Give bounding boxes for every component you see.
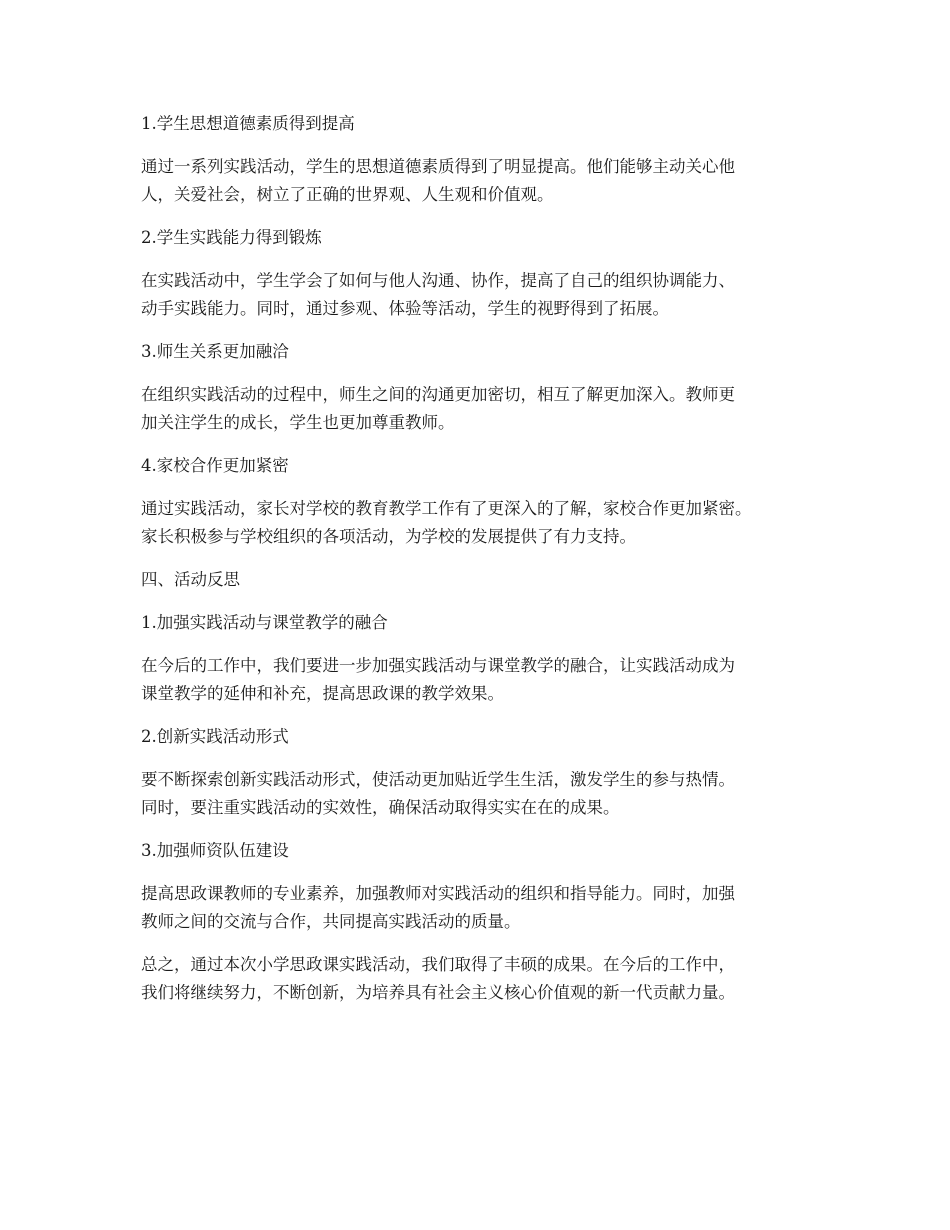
paragraph-line: 课堂教学的延伸和补充，提高思政课的教学效果。 (141, 684, 504, 703)
paragraph-line: 通过实践活动，家长对学校的教育教学工作有了更深入的了解，家校合作更加紧密。 (141, 499, 752, 518)
paragraph-line: 在实践活动中，学生学会了如何与他人沟通、协作，提高了自己的组织协调能力、 (141, 271, 735, 290)
document-body (141, 110, 831, 1022)
paragraph (141, 153, 831, 209)
paragraph (141, 381, 831, 437)
paragraph-line: 在今后的工作中，我们要进一步加强实践活动与课堂教学的融合，让实践活动成为 (141, 656, 735, 675)
paragraph-line: 教师之间的交流与合作，共同提高实践活动的质量。 (141, 912, 521, 931)
section-heading: 1.学生思想道德素质得到提高 (141, 114, 355, 133)
paragraph-line: 动手实践能力。同时，通过参观、体验等活动，学生的视野得到了拓展。 (141, 299, 669, 318)
paragraph (141, 652, 831, 708)
section-heading: 2.学生实践能力得到锻炼 (141, 228, 322, 247)
paragraph-line: 总之，通过本次小学思政课实践活动，我们取得了丰硕的成果。在今后的工作中， (141, 955, 735, 974)
section-heading: 2.创新实践活动形式 (141, 727, 289, 746)
section-heading: 4.家校合作更加紧密 (141, 456, 289, 475)
paragraph-line: 要不断探索创新实践活动形式，使活动更加贴近学生生活，激发学生的参与热情。 (141, 770, 735, 789)
paragraph-line: 在组织实践活动的过程中，师生之间的沟通更加密切，相互了解更加深入。教师更 (141, 385, 735, 404)
paragraph-line: 我们将继续努力，不断创新，为培养具有社会主义核心价值观的新一代贡献力量。 (141, 983, 735, 1002)
paragraph-line: 通过一系列实践活动，学生的思想道德素质得到了明显提高。他们能够主动关心他 (141, 157, 735, 176)
paragraph (141, 495, 831, 551)
paragraph-line: 人，关爱社会，树立了正确的世界观、人生观和价值观。 (141, 185, 554, 204)
paragraph (141, 267, 831, 323)
paragraph-line: 家长积极参与学校组织的各项活动，为学校的发展提供了有力支持。 (141, 527, 636, 546)
paragraph (141, 766, 831, 822)
conclusion-paragraph (141, 951, 831, 1007)
paragraph-line: 提高思政课教师的专业素养，加强教师对实践活动的组织和指导能力。同时，加强 (141, 884, 735, 903)
section-heading: 3.师生关系更加融洽 (141, 342, 289, 361)
paragraph (141, 880, 831, 936)
chapter-heading: 四、活动反思 (141, 570, 240, 589)
paragraph-line: 加关注学生的成长，学生也更加尊重教师。 (141, 413, 455, 432)
paragraph-line: 同时，要注重实践活动的实效性，确保活动取得实实在在的成果。 (141, 798, 620, 817)
section-heading: 1.加强实践活动与课堂教学的融合 (141, 613, 388, 632)
section-heading: 3.加强师资队伍建设 (141, 841, 289, 860)
